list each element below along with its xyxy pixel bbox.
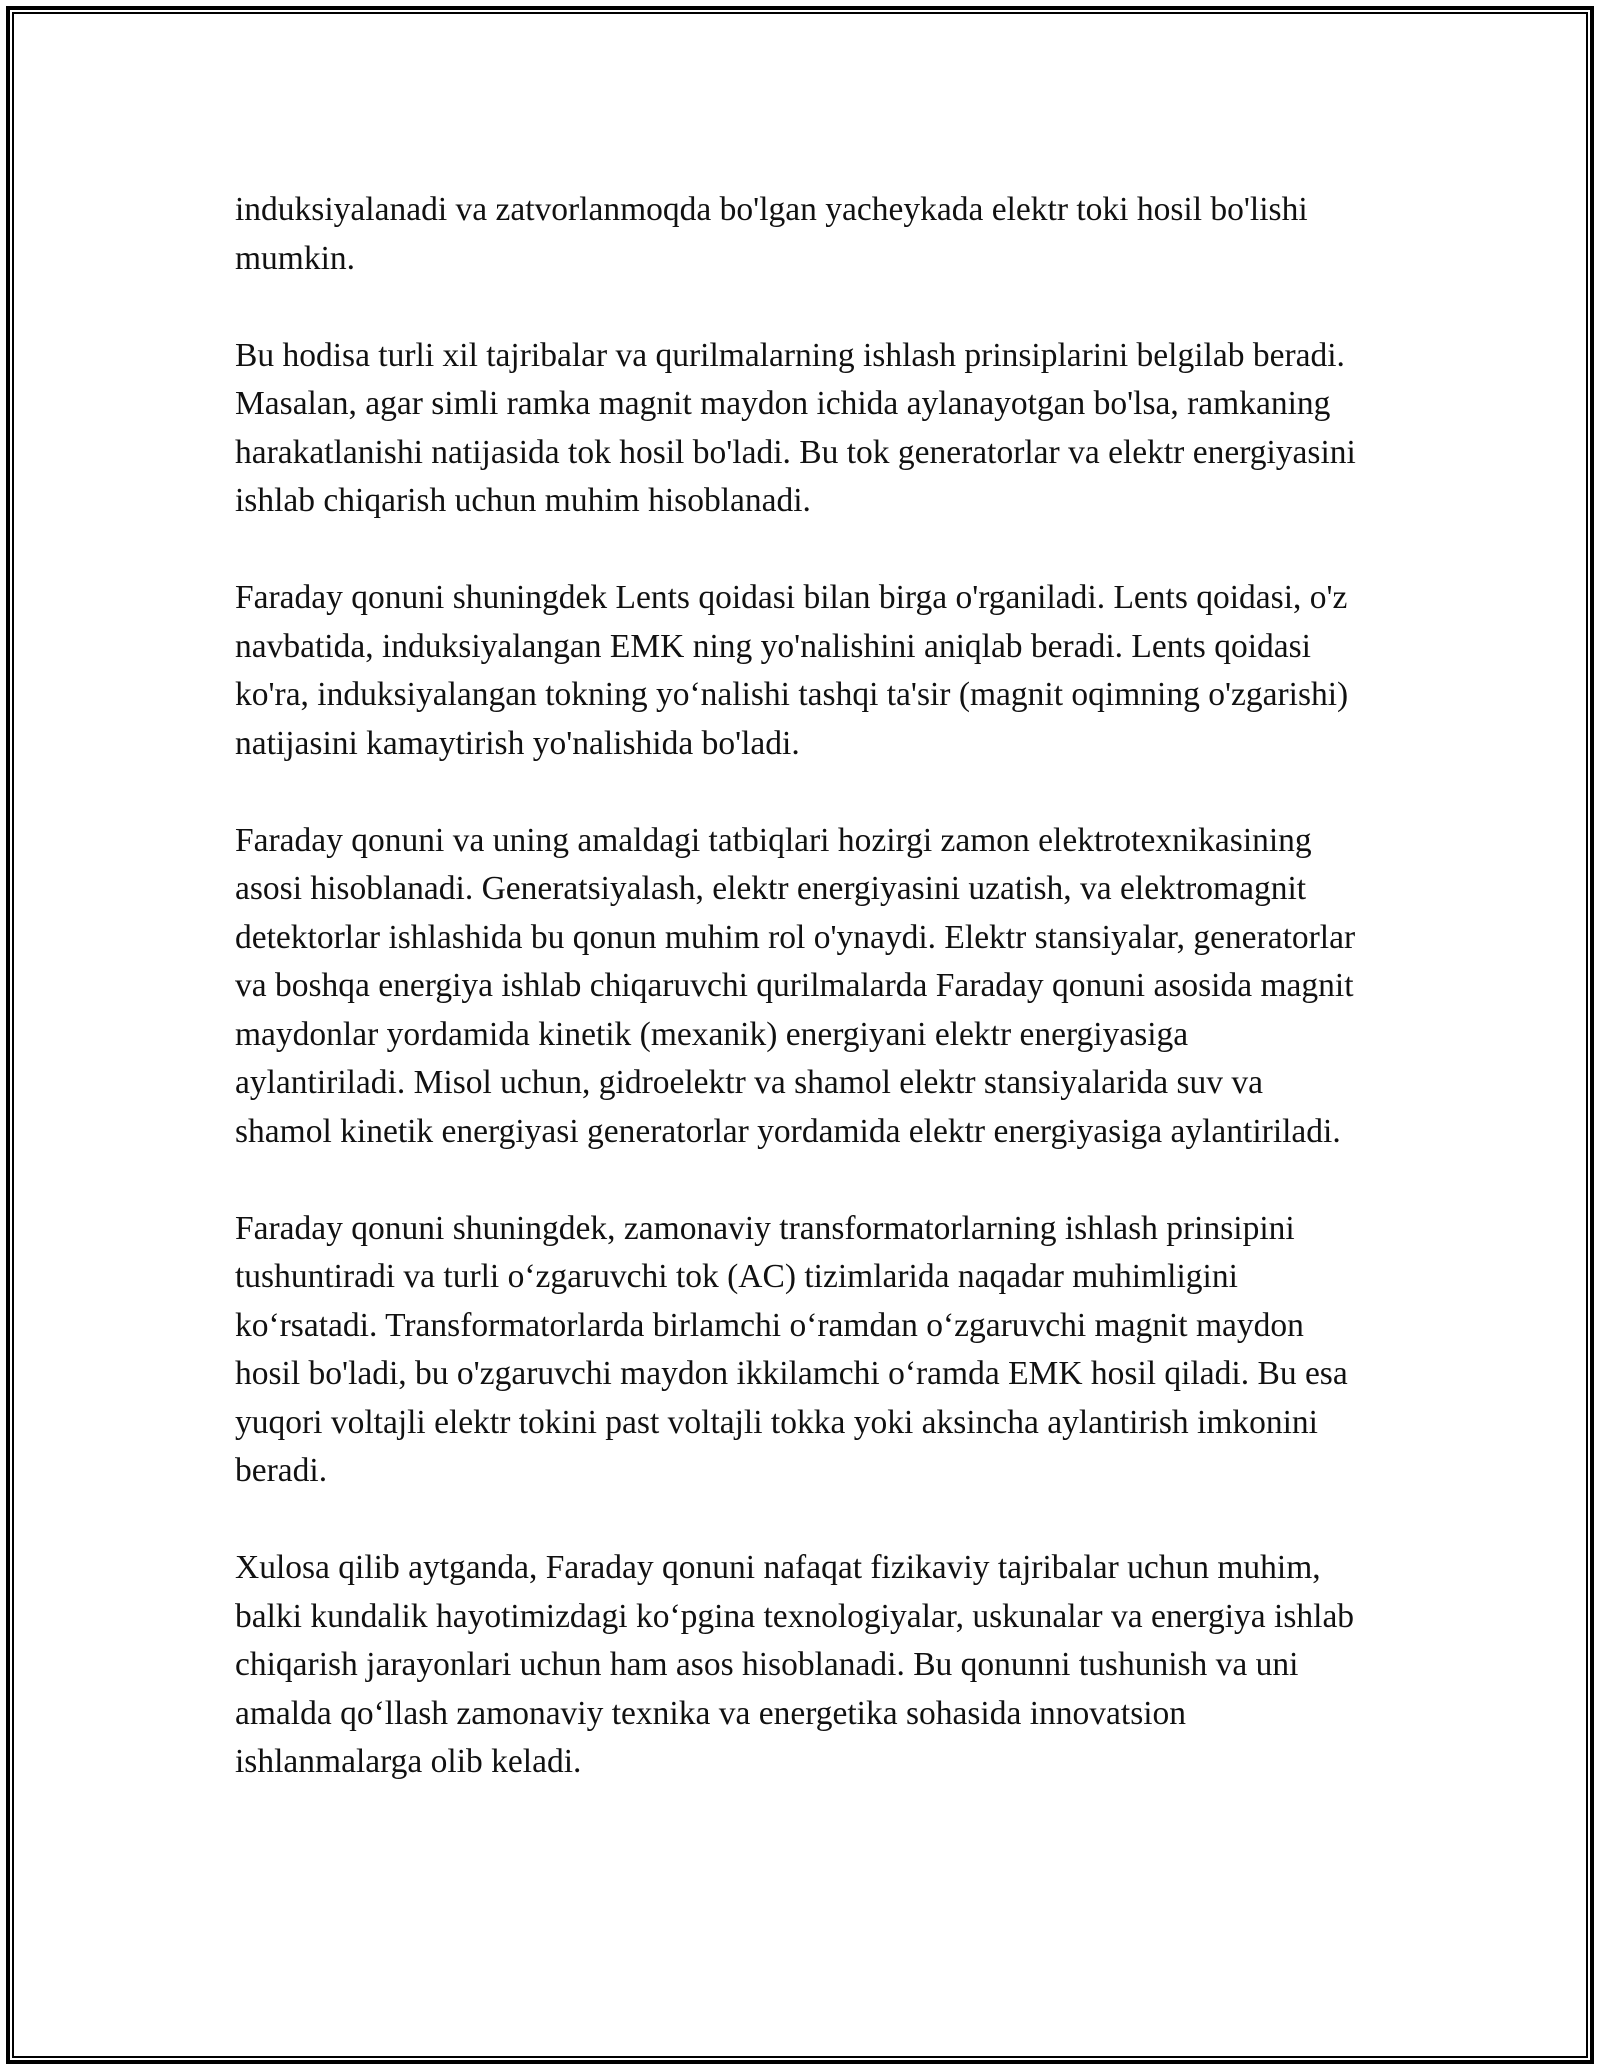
paragraph-2: Bu hodisa turli xil tajribalar va qurilmalarning ishlash prinsiplarini belgilab beradi. Masalan, agar simli ramka magnit maydon ichida aylanayotgan bo'lsa, ramkaning harakatlanishi natijasida tok hosil bo'ladi. Bu tok generatorlar va elektr energiyasini ishlab chiqarish uchun muhim hisoblanadi.	[235, 336, 1356, 519]
paragraph-5: Faraday qonuni shuningdek, zamonaviy transformatorlarning ishlash prinsipini tushuntiradi va turli o‘zgaruvchi tok (AC) tizimlarida naqadar muhimligini ko‘rsatadi. Transformatorlarda birlamchi o‘ramdan o‘zgaruvchi magnit maydon hosil bo'ladi, bu o'zgaruvchi maydon ikkilamchi o‘ramda EMK hosil qiladi. Bu esa yuqori voltajli elektr tokini past voltajli tokka yoki aksincha aylantirish imkonini beradi.	[235, 1209, 1348, 1489]
paragraph-6: Xulosa qilib aytganda, Faraday qonuni nafaqat fizikaviy tajribalar uchun muhim, balki kundalik hayotimizdagi ko‘pgina texnologiyalar, uskunalar va energiya ishlab chiqarish jarayonlari uchun ham asos hisoblanadi. Bu qonunni tushunish va uni amalda qo‘llash zamonaviy texnika va energetika sohasida innovatsion ishlanmalarga olib keladi.	[235, 1549, 1355, 1780]
document-body	[235, 186, 1365, 1787]
paragraph-4: Faraday qonuni va uning amaldagi tatbiqlari hozirgi zamon elektrotexnikasining asosi hisoblanadi. Generatsiyalash, elektr energiyasini uzatish, va elektromagnit detektorlar ishlashida bu qonun muhim rol o'ynaydi. Elektr stansiyalar, generatorlar va boshqa energiya ishlab chiqaruvchi qurilmalarda Faraday qonuni asosida magnit maydonlar yordamida kinetik (mexanik) energiyani elektr energiyasiga aylantiriladi. Misol uchun, gidroelektr va shamol elektr stansiyalarida suv va shamol kinetik energiyasi generatorlar yordamida elektr energiyasiga aylantiriladi.	[235, 821, 1356, 1150]
paragraph-1: induksiyalanadi va zatvorlanmoqda bo'lgan yacheykada elektr toki hosil bo'lishi mumkin.	[235, 191, 1308, 277]
paragraph-3: Faraday qonuni shuningdek Lents qoidasi bilan birga o'rganiladi. Lents qoidasi, o'z navbatida, induksiyalangan EMK ning yo'nalishini aniqlab beradi. Lents qoidasi ko'ra, induksiyalangan tokning yo‘nalishi tashqi ta'sir (magnit oqimning o'zgarishi) natijasini kamaytirish yo'nalishida bo'ladi.	[235, 579, 1349, 762]
